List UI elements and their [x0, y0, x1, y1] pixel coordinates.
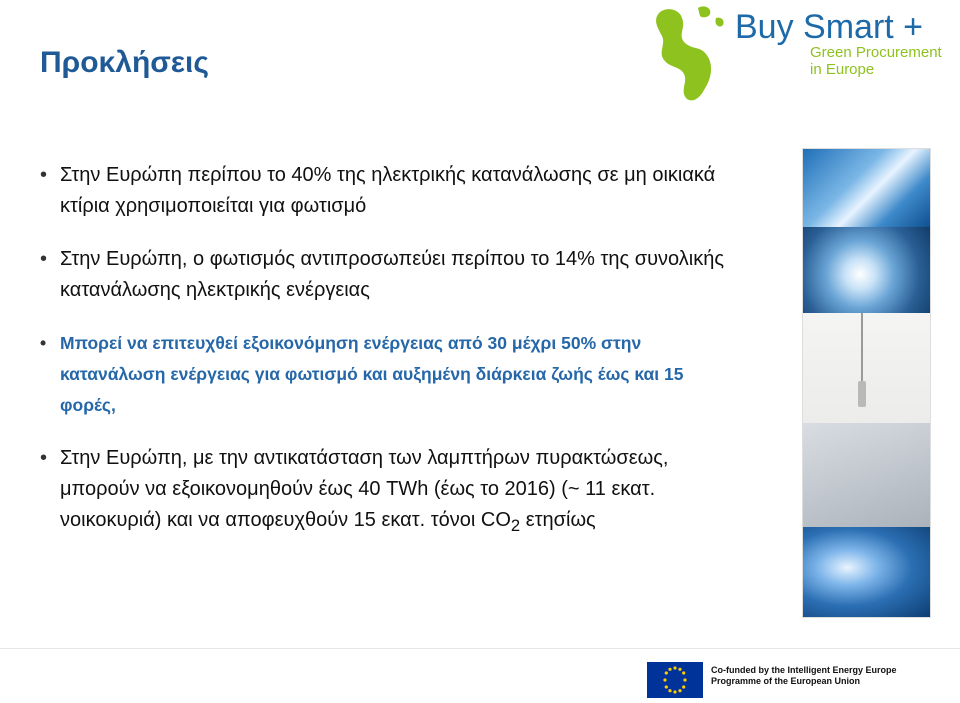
green-map-icon: [640, 0, 750, 108]
eu-stars-icon: [647, 662, 703, 698]
bullet-list: [40, 160, 740, 563]
lighting-photo-strip: [802, 148, 931, 618]
bullet-text: Στην Ευρώπη, με την αντικατάσταση των λαμπτήρων πυρακτώσεως, μπορούν να εξοικονομηθούν έως 40 TWh (έως το 2016) (~ 11 εκατ. νοικοκυριά) και να αποφευχθούν 15 εκατ. τόνοι CO: [60, 447, 669, 531]
eu-flag-icon: [647, 662, 703, 698]
pendant-cord-icon: [861, 313, 863, 383]
bullet-item: • Στην Ευρώπη, ο φωτισμός αντιπροσωπεύει περίπου το 14% της συνολικής κατανάλωσης ηλεκτρικής ενέργειας: [40, 244, 740, 306]
co2-subscript: 2: [510, 516, 521, 535]
bullet-item: [40, 443, 740, 541]
halogen-lamp-photo: [803, 227, 930, 313]
bullet-item: • Στην Ευρώπη περίπου το 40% της ηλεκτρικής κατανάλωσης σε μη οικιακά κτίρια χρησιμοποιείται για φωτισμό: [40, 160, 740, 222]
bullet-text-tail: ετησίως: [520, 509, 596, 531]
flashlight-photo: [803, 527, 930, 617]
buy-smart-logo: [640, 0, 960, 108]
bullet-item-highlight: • Μπορεί να επιτευχθεί εξοικονόμηση ενέργειας από 30 μέχρι 50% στην κατανάλωση ενέργειας για φωτισμό και αυξημένη διάρκεια ζωής έως και 15 φορές,: [40, 328, 740, 421]
fluorescent-tube-photo: [803, 149, 930, 227]
eu-funding-text: [711, 665, 897, 687]
footer-divider: [0, 648, 960, 649]
pendant-shade-icon: [858, 381, 866, 407]
logo-brand-text: Buy Smart +: [735, 8, 924, 46]
eu-funding-line1: Co-funded by the Intelligent Energy Europe: [711, 665, 897, 675]
logo-tagline-line1: Green Procurement: [810, 44, 942, 61]
interior-room-photo: [803, 423, 930, 527]
logo-tagline: [810, 44, 942, 78]
eu-funding-line2: Programme of the European Union: [711, 676, 861, 686]
page-title: Προκλήσεις: [40, 46, 209, 79]
logo-tagline-line2: in Europe: [810, 61, 875, 78]
pendant-light-photo: [803, 313, 930, 423]
